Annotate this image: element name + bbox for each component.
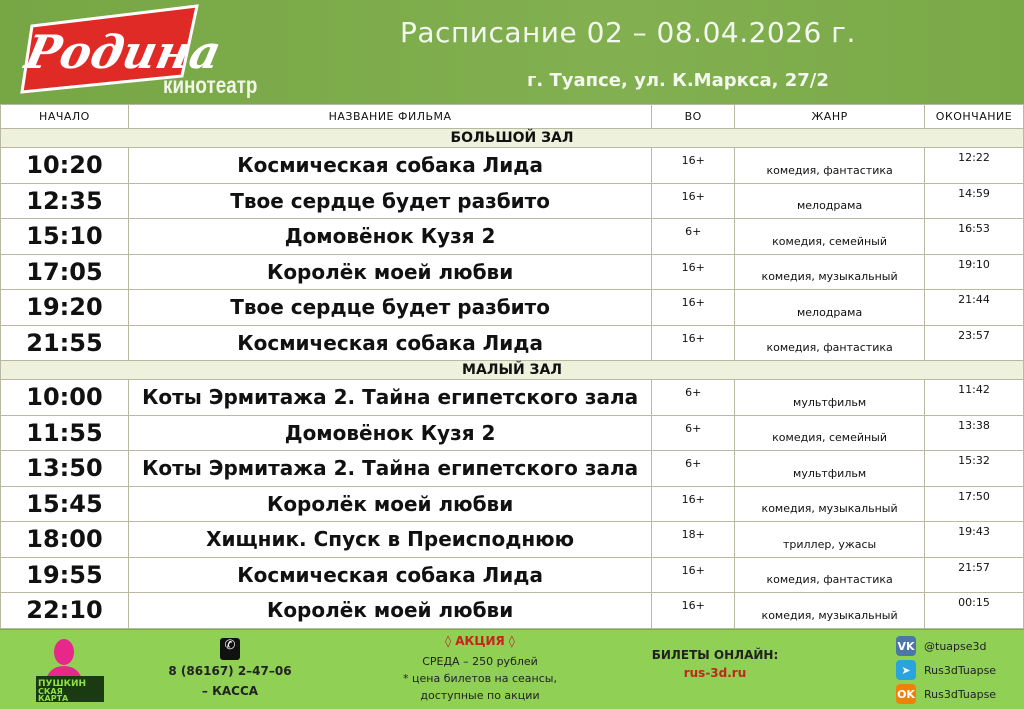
tickets-link[interactable]: rus-3d.ru — [683, 666, 747, 680]
table-row — [1, 380, 1024, 416]
genre: комедия, музыкальный — [735, 593, 925, 629]
table-row — [1, 219, 1024, 255]
start-time: 21:55 — [1, 325, 129, 361]
col-start: НАЧАЛО — [1, 105, 129, 129]
table-row — [1, 183, 1024, 219]
promo-line: * цена билетов на сеансы, — [403, 672, 557, 685]
start-time: 18:00 — [1, 522, 129, 558]
age-rating: 6+ — [652, 219, 735, 255]
phone-label: – КАССА — [201, 684, 259, 698]
age-rating: 16+ — [652, 254, 735, 290]
film-title: Коты Эрмитажа 2. Тайна египетского зала — [128, 451, 651, 487]
telegram-icon: ➤ — [896, 660, 916, 680]
end-time: 16:53 — [925, 219, 1024, 255]
svg-text:КАРТА: КАРТА — [38, 694, 69, 703]
film-title: Домовёнок Кузя 2 — [128, 219, 651, 255]
end-time: 21:44 — [925, 290, 1024, 326]
social-label: Rus3dTuapse — [924, 687, 997, 701]
hall-name: МАЛЫЙ ЗАЛ — [1, 361, 1024, 380]
end-time: 21:57 — [925, 557, 1024, 593]
end-time: 13:38 — [925, 415, 1024, 451]
end-time: 00:15 — [925, 593, 1024, 629]
film-title: Хищник. Спуск в Преисподнюю — [128, 522, 651, 558]
social-link-vk[interactable] — [896, 636, 987, 656]
svg-text:СКАЯ: СКАЯ — [38, 687, 63, 696]
age-rating: 16+ — [652, 290, 735, 326]
end-time: 19:10 — [925, 254, 1024, 290]
genre: мультфильм — [735, 380, 925, 416]
hall-header — [1, 361, 1024, 380]
film-title: Космическая собака Лида — [128, 325, 651, 361]
genre: комедия, фантастика — [735, 148, 925, 184]
col-age: ВО — [652, 105, 735, 129]
end-time: 11:42 — [925, 380, 1024, 416]
table-row — [1, 451, 1024, 487]
film-title: Твое сердце будет разбито — [128, 183, 651, 219]
address: г. Туапсе, ул. К.Маркса, 27/2 — [527, 70, 829, 91]
vk-icon: VK — [896, 636, 916, 656]
social-link-telegram[interactable] — [896, 660, 996, 680]
col-title: НАЗВАНИЕ ФИЛЬМА — [128, 105, 651, 129]
social-label: Rus3dTuapse — [924, 663, 997, 677]
age-rating: 16+ — [652, 593, 735, 629]
genre: мелодрама — [735, 290, 925, 326]
promo-line: СРЕДА – 250 рублей — [422, 655, 538, 668]
svg-text:ПУШКИН: ПУШКИН — [38, 679, 87, 689]
header — [0, 0, 1024, 104]
pushkin-card-logo — [34, 634, 106, 704]
film-title: Королёк моей любви — [128, 593, 651, 629]
footer — [0, 630, 1024, 709]
promo-title: ◊ АКЦИЯ ◊ — [445, 634, 515, 648]
end-time: 19:43 — [925, 522, 1024, 558]
age-rating: 18+ — [652, 522, 735, 558]
age-rating: 16+ — [652, 325, 735, 361]
film-title: Космическая собака Лида — [128, 148, 651, 184]
social-label: @tuapse3d — [924, 639, 987, 653]
table-row — [1, 290, 1024, 326]
table-row — [1, 557, 1024, 593]
end-time: 12:22 — [925, 148, 1024, 184]
start-time: 10:00 — [1, 380, 129, 416]
start-time: 19:55 — [1, 557, 129, 593]
table-row — [1, 486, 1024, 522]
age-rating: 16+ — [652, 148, 735, 184]
svg-text:Родина: Родина — [20, 24, 227, 79]
table-row — [1, 254, 1024, 290]
phone-number[interactable]: 8 (86167) 2–47–06 — [168, 664, 292, 678]
hall-name: БОЛЬШОЙ ЗАЛ — [1, 129, 1024, 148]
start-time: 15:10 — [1, 219, 129, 255]
end-time: 17:50 — [925, 486, 1024, 522]
film-title: Космическая собака Лида — [128, 557, 651, 593]
end-time: 14:59 — [925, 183, 1024, 219]
genre: комедия, фантастика — [735, 557, 925, 593]
col-genre: ЖАНР — [735, 105, 925, 129]
table-row — [1, 522, 1024, 558]
genre: мелодрама — [735, 183, 925, 219]
age-rating: 6+ — [652, 380, 735, 416]
phone-icon: ✆ — [220, 638, 240, 660]
genre: комедия, фантастика — [735, 325, 925, 361]
film-title: Королёк моей любви — [128, 254, 651, 290]
genre: комедия, музыкальный — [735, 254, 925, 290]
col-end: ОКОНЧАНИЕ — [925, 105, 1024, 129]
genre: комедия, музыкальный — [735, 486, 925, 522]
table-row — [1, 148, 1024, 184]
table-row — [1, 593, 1024, 629]
start-time: 17:05 — [1, 254, 129, 290]
hall-header — [1, 129, 1024, 148]
start-time: 13:50 — [1, 451, 129, 487]
start-time: 11:55 — [1, 415, 129, 451]
promo-line: доступные по акции — [420, 689, 540, 702]
start-time: 22:10 — [1, 593, 129, 629]
genre: мультфильм — [735, 451, 925, 487]
page-title: Расписание 02 – 08.04.2026 г. — [400, 16, 856, 49]
ok-icon: OK — [896, 684, 916, 704]
table-row — [1, 325, 1024, 361]
genre: комедия, семейный — [735, 415, 925, 451]
end-time: 15:32 — [925, 451, 1024, 487]
age-rating: 16+ — [652, 486, 735, 522]
schedule-table — [0, 104, 1024, 629]
genre: комедия, семейный — [735, 219, 925, 255]
start-time: 19:20 — [1, 290, 129, 326]
age-rating: 16+ — [652, 183, 735, 219]
age-rating: 6+ — [652, 451, 735, 487]
start-time: 10:20 — [1, 148, 129, 184]
genre: триллер, ужасы — [735, 522, 925, 558]
table-row — [1, 415, 1024, 451]
logo-subtitle: кинотеатр — [163, 72, 258, 98]
start-time: 15:45 — [1, 486, 129, 522]
age-rating: 6+ — [652, 415, 735, 451]
film-title: Твое сердце будет разбито — [128, 290, 651, 326]
film-title: Королёк моей любви — [128, 486, 651, 522]
end-time: 23:57 — [925, 325, 1024, 361]
film-title: Домовёнок Кузя 2 — [128, 415, 651, 451]
social-link-ok[interactable] — [896, 684, 996, 704]
tickets-label: БИЛЕТЫ ОНЛАЙН: — [651, 648, 779, 662]
start-time: 12:35 — [1, 183, 129, 219]
age-rating: 16+ — [652, 557, 735, 593]
film-title: Коты Эрмитажа 2. Тайна египетского зала — [128, 380, 651, 416]
